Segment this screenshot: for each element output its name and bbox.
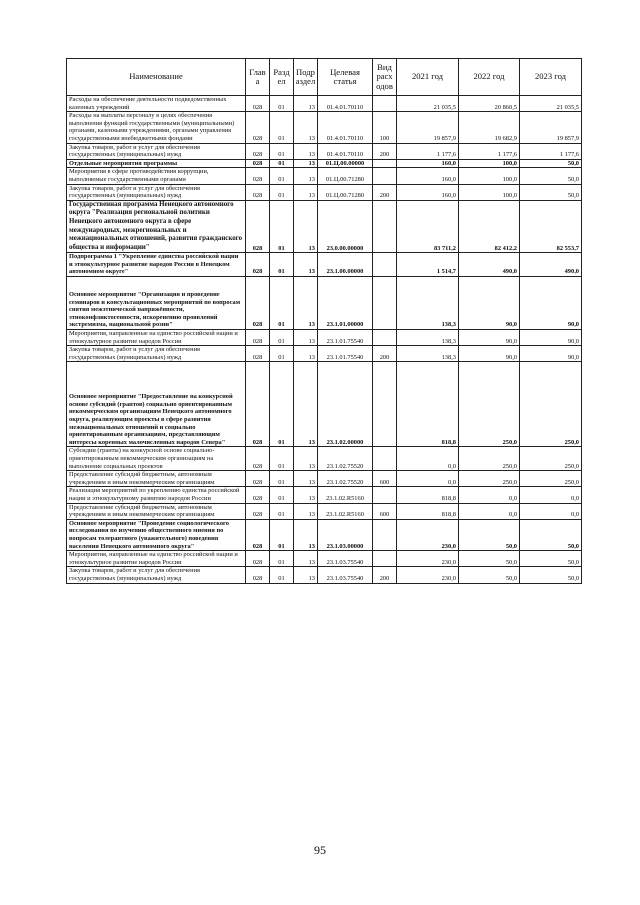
cell-podrazdel: 13: [294, 519, 318, 550]
cell-2023: 19 857,9: [520, 112, 582, 143]
cell-2023: 0,0: [520, 503, 582, 519]
cell-statya: 01.Ц.00.71280: [318, 184, 373, 200]
cell-2022: 19 682,9: [459, 112, 520, 143]
cell-2022: 100,0: [459, 184, 520, 200]
cell-razdel: 01: [270, 159, 294, 168]
cell-razdel: 01: [270, 567, 294, 583]
header-2021: 2021 год: [397, 59, 459, 96]
cell-vid: [373, 253, 397, 277]
cell-glava: 028: [246, 551, 270, 567]
cell-razdel: 01: [270, 487, 294, 503]
cell-2023: 250,0: [520, 362, 582, 447]
cell-statya: 23.1.03.75540: [318, 551, 373, 567]
cell-2022: 100,0: [459, 168, 520, 184]
cell-2022: 250,0: [459, 362, 520, 447]
table-row: [67, 362, 582, 447]
cell-statya: 23.1.02.00000: [318, 362, 373, 447]
cell-vid: [373, 362, 397, 447]
cell-2021: 0,0: [397, 471, 459, 487]
cell-name: Закупка товаров, работ и услуг для обеспечения государственных (муниципальных) нужд: [67, 184, 246, 200]
cell-name: Реализация мероприятий по укреплению единства российской нации и этнокультурному развитию народов России: [67, 487, 246, 503]
cell-2021: 160,0: [397, 168, 459, 184]
cell-razdel: 01: [270, 503, 294, 519]
cell-glava: 028: [246, 471, 270, 487]
cell-2022: 90,0: [459, 277, 520, 330]
cell-statya: 23.0.00.00000: [318, 200, 373, 253]
cell-name: Закупка товаров, работ и услуг для обеспечения государственных (муниципальных) нужд: [67, 143, 246, 159]
cell-glava: 028: [246, 253, 270, 277]
cell-glava: 028: [246, 277, 270, 330]
cell-2022: 20 860,5: [459, 96, 520, 112]
cell-glava: 028: [246, 362, 270, 447]
cell-podrazdel: 13: [294, 447, 318, 471]
cell-vid: 200: [373, 567, 397, 583]
cell-2023: 250,0: [520, 471, 582, 487]
cell-glava: 028: [246, 503, 270, 519]
table-row: [67, 346, 582, 362]
cell-2023: 50,0: [520, 168, 582, 184]
cell-name: Предоставление субсидий бюджетным, автономным учреждениям и иным некоммерческим организациям: [67, 503, 246, 519]
cell-name: Расходы на выплаты персоналу в целях обеспечения выполнения функций государственными (муниципальными) органами, казенными учреждениями, органами управления государственными внебюджетными фондами: [67, 112, 246, 143]
cell-2021: 83 711,2: [397, 200, 459, 253]
cell-2023: 50,0: [520, 159, 582, 168]
cell-podrazdel: 13: [294, 253, 318, 277]
cell-2022: 82 412,2: [459, 200, 520, 253]
cell-podrazdel: 13: [294, 346, 318, 362]
cell-razdel: 01: [270, 362, 294, 447]
cell-glava: 028: [246, 487, 270, 503]
cell-2021: 138,3: [397, 277, 459, 330]
cell-2021: 1 514,7: [397, 253, 459, 277]
table-row: [67, 277, 582, 330]
cell-name: Субсидии (гранты) на конкурсной основе социально-ориентированным некоммерческим организациям на выполнение социальных проектов: [67, 447, 246, 471]
cell-name: Основное мероприятие "Организация и проведение семинаров и консультационных мероприятий по вопросам снятия межэтнической напряжённости, этноконфликтогенности, искоренению проявлений экстремизма, национальной розни": [67, 277, 246, 330]
cell-2022: 100,0: [459, 159, 520, 168]
cell-2022: 0,0: [459, 503, 520, 519]
cell-razdel: 01: [270, 330, 294, 346]
cell-podrazdel: 13: [294, 159, 318, 168]
cell-vid: [373, 277, 397, 330]
cell-2023: 0,0: [520, 487, 582, 503]
cell-name: Закупка товаров, работ и услуг для обеспечения государственных (муниципальных) нужд: [67, 346, 246, 362]
cell-2023: 82 553,7: [520, 200, 582, 253]
cell-podrazdel: 13: [294, 96, 318, 112]
cell-2021: 818,8: [397, 362, 459, 447]
cell-2021: 818,8: [397, 487, 459, 503]
table-row: [67, 253, 582, 277]
cell-2021: 230,0: [397, 519, 459, 550]
cell-razdel: 01: [270, 168, 294, 184]
cell-name: Закупка товаров, работ и услуг для обеспечения государственных (муниципальных) нужд: [67, 567, 246, 583]
cell-name: Мероприятия в сфере противодействия коррупции, выполняемые государственными органами: [67, 168, 246, 184]
cell-statya: 01.4.01.70110: [318, 112, 373, 143]
cell-podrazdel: 13: [294, 471, 318, 487]
cell-name: Государственная программа Ненецкого автономного округа "Реализация региональной политики Ненецкого автономного округа в сфере международных, межрегиональных и межнациональных отношений, развития гражданского общества и информации": [67, 200, 246, 253]
cell-glava: 028: [246, 346, 270, 362]
cell-name: Расходы на обеспечение деятельности подведомственных казенных учреждений: [67, 96, 246, 112]
cell-2022: 50,0: [459, 551, 520, 567]
header-vid: Вид расх одов: [373, 59, 397, 96]
cell-vid: [373, 96, 397, 112]
cell-name: Предоставление субсидий бюджетным, автономным учреждениям и иным некоммерческим организациям: [67, 471, 246, 487]
cell-podrazdel: 13: [294, 277, 318, 330]
cell-2023: 50,0: [520, 551, 582, 567]
cell-2021: 818,8: [397, 503, 459, 519]
cell-razdel: 01: [270, 471, 294, 487]
cell-vid: [373, 487, 397, 503]
table-row: [67, 487, 582, 503]
cell-2022: 490,0: [459, 253, 520, 277]
cell-2023: 50,0: [520, 184, 582, 200]
cell-2021: 138,3: [397, 330, 459, 346]
cell-statya: 23.1.02.R5160: [318, 487, 373, 503]
header-2023: 2023 год: [520, 59, 582, 96]
cell-2023: 90,0: [520, 277, 582, 330]
cell-razdel: 01: [270, 277, 294, 330]
cell-2022: 90,0: [459, 330, 520, 346]
cell-vid: 200: [373, 184, 397, 200]
cell-podrazdel: 13: [294, 184, 318, 200]
cell-2023: 21 035,5: [520, 96, 582, 112]
cell-vid: [373, 551, 397, 567]
table-row: [67, 112, 582, 143]
cell-statya: 01.Ц.00.00000: [318, 159, 373, 168]
table-row: [67, 184, 582, 200]
cell-statya: 23.1.01.00000: [318, 277, 373, 330]
cell-podrazdel: 13: [294, 200, 318, 253]
cell-podrazdel: 13: [294, 503, 318, 519]
cell-2022: 1 177,6: [459, 143, 520, 159]
cell-name: Отдельные мероприятия программы: [67, 159, 246, 168]
cell-razdel: 01: [270, 184, 294, 200]
header-2022: 2022 год: [459, 59, 520, 96]
cell-statya: 23.1.02.75520: [318, 471, 373, 487]
cell-glava: 028: [246, 159, 270, 168]
cell-razdel: 01: [270, 253, 294, 277]
page-number: 95: [314, 843, 326, 857]
cell-podrazdel: 13: [294, 112, 318, 143]
cell-glava: 028: [246, 168, 270, 184]
cell-2021: 230,0: [397, 551, 459, 567]
cell-2021: 1 177,6: [397, 143, 459, 159]
budget-table: [66, 58, 582, 584]
header-statya: Целевая статья: [318, 59, 373, 96]
cell-podrazdel: 13: [294, 168, 318, 184]
cell-razdel: 01: [270, 551, 294, 567]
cell-2021: 160,0: [397, 159, 459, 168]
cell-2023: 50,0: [520, 519, 582, 550]
header-glava: Глав а: [246, 59, 270, 96]
cell-razdel: 01: [270, 96, 294, 112]
cell-2023: 1 177,6: [520, 143, 582, 159]
cell-statya: 01.4.01.70110: [318, 96, 373, 112]
cell-razdel: 01: [270, 346, 294, 362]
cell-glava: 028: [246, 567, 270, 583]
cell-statya: 23.1.03.75540: [318, 567, 373, 583]
cell-statya: 23.1.03.00000: [318, 519, 373, 550]
cell-razdel: 01: [270, 519, 294, 550]
table-row: [67, 447, 582, 471]
cell-2021: 0,0: [397, 447, 459, 471]
cell-vid: [373, 519, 397, 550]
cell-name: Мероприятия, направленные на единство российской нации и этнокультурное развитие народов России: [67, 330, 246, 346]
cell-2021: 160,0: [397, 184, 459, 200]
cell-vid: [373, 168, 397, 184]
cell-2021: 230,0: [397, 567, 459, 583]
cell-podrazdel: 13: [294, 551, 318, 567]
cell-2021: 21 035,5: [397, 96, 459, 112]
cell-2023: 490,0: [520, 253, 582, 277]
cell-razdel: 01: [270, 112, 294, 143]
table-row: [67, 567, 582, 583]
table-row: [67, 471, 582, 487]
table-row: [67, 519, 582, 550]
cell-statya: 23.1.00.00000: [318, 253, 373, 277]
cell-glava: 028: [246, 112, 270, 143]
cell-vid: 100: [373, 112, 397, 143]
cell-glava: 028: [246, 200, 270, 253]
cell-razdel: 01: [270, 447, 294, 471]
cell-statya: 23.1.02.75520: [318, 447, 373, 471]
cell-name: Основное мероприятие "Предоставление на конкурсной основе субсидий (грантов) социально ориентированным некоммерческим организациям Ненецкого автономного округа, реализующим проекты в сфере развития межнациональных отношений и социально ориентированным организациям, представляющим интересы коренных малочисленных народов Севера": [67, 362, 246, 447]
cell-name: Основное мероприятие "Проведение социологического исследования по изучению общественного мнения по вопросам толерантного (уважительного) поведения населения Ненецкого автономного округа": [67, 519, 246, 550]
cell-vid: 200: [373, 143, 397, 159]
cell-2021: 138,3: [397, 346, 459, 362]
cell-2022: 90,0: [459, 346, 520, 362]
cell-2022: 0,0: [459, 487, 520, 503]
cell-razdel: 01: [270, 200, 294, 253]
cell-2022: 50,0: [459, 567, 520, 583]
cell-glava: 028: [246, 519, 270, 550]
cell-glava: 028: [246, 184, 270, 200]
header-podrazdel: Подр аздел: [294, 59, 318, 96]
cell-2023: 50,0: [520, 567, 582, 583]
cell-2023: 90,0: [520, 346, 582, 362]
table-body: [67, 96, 582, 584]
cell-name: Подпрограмма 1 "Укрепление единства российской нации и этнокультурное развитие народов России в Ненецком автономном округе": [67, 253, 246, 277]
cell-podrazdel: 13: [294, 143, 318, 159]
header-razdel: Разд ел: [270, 59, 294, 96]
table-row: [67, 551, 582, 567]
cell-razdel: 01: [270, 143, 294, 159]
cell-vid: [373, 330, 397, 346]
cell-statya: 01.4.01.70110: [318, 143, 373, 159]
header-name: Наименование: [67, 59, 246, 96]
cell-podrazdel: 13: [294, 487, 318, 503]
cell-glava: 028: [246, 330, 270, 346]
cell-podrazdel: 13: [294, 330, 318, 346]
cell-statya: 23.1.01.75540: [318, 346, 373, 362]
cell-vid: [373, 447, 397, 471]
cell-2021: 19 857,9: [397, 112, 459, 143]
table-row: [67, 200, 582, 253]
cell-name: Мероприятия, направленные на единство российской нации и этнокультурное развитие народов России: [67, 551, 246, 567]
cell-podrazdel: 13: [294, 362, 318, 447]
cell-2022: 250,0: [459, 447, 520, 471]
table-row: [67, 143, 582, 159]
table-row: [67, 96, 582, 112]
table-row: [67, 168, 582, 184]
cell-statya: 23.1.02.R5160: [318, 503, 373, 519]
cell-2022: 250,0: [459, 471, 520, 487]
cell-2022: 50,0: [459, 519, 520, 550]
cell-statya: 01.Ц.00.71280: [318, 168, 373, 184]
cell-statya: 23.1.01.75540: [318, 330, 373, 346]
cell-podrazdel: 13: [294, 567, 318, 583]
cell-2023: 90,0: [520, 330, 582, 346]
table-row: [67, 503, 582, 519]
cell-glava: 028: [246, 143, 270, 159]
table-row: [67, 159, 582, 168]
cell-vid: 200: [373, 346, 397, 362]
cell-glava: 028: [246, 96, 270, 112]
table-header-row: [67, 59, 582, 96]
table-row: [67, 330, 582, 346]
cell-glava: 028: [246, 447, 270, 471]
cell-vid: 600: [373, 503, 397, 519]
cell-vid: [373, 159, 397, 168]
cell-vid: [373, 200, 397, 253]
cell-2023: 250,0: [520, 447, 582, 471]
cell-vid: 600: [373, 471, 397, 487]
